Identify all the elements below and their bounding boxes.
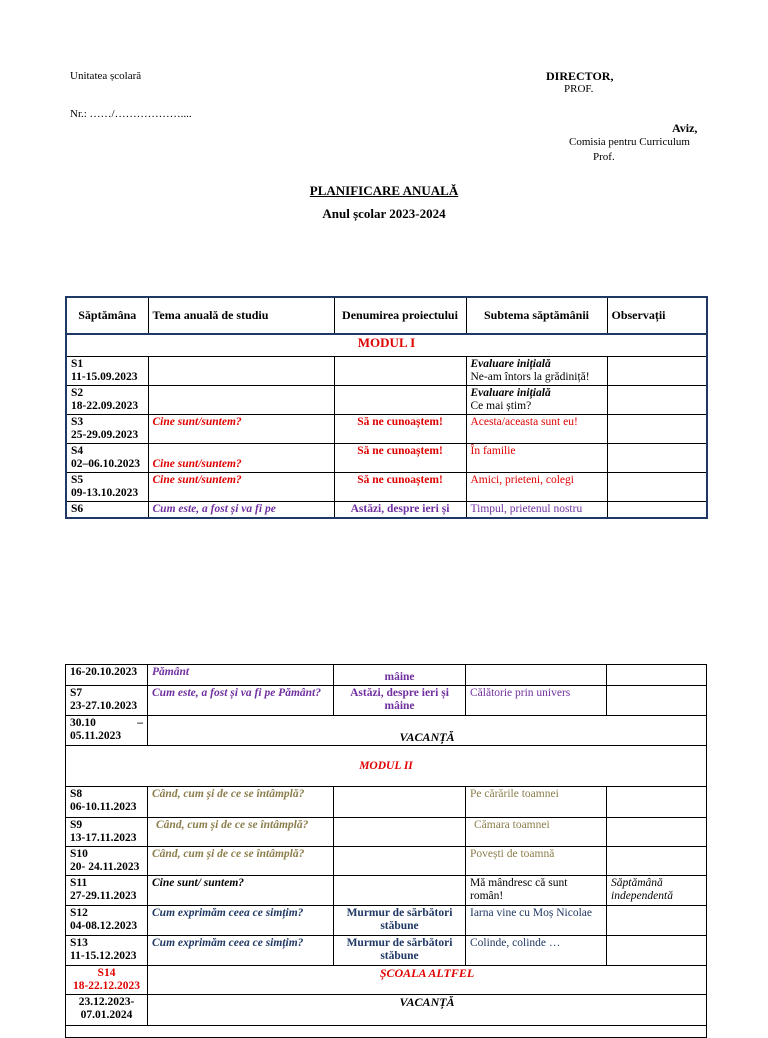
subtheme-cell: Povești de toamnă: [466, 847, 607, 876]
vacation-row: [66, 716, 707, 746]
table-row: [66, 356, 707, 385]
table-row: [66, 906, 707, 936]
week-dates: 06-10.11.2023: [70, 801, 137, 813]
subtheme-eval: Evaluare inițială: [470, 386, 551, 399]
commission-label: Comisia pentru Curriculum: [569, 136, 690, 148]
week-number: S14: [97, 967, 116, 979]
subtheme-cell: Călătorie prin univers: [466, 686, 607, 716]
week-number: S11: [70, 877, 88, 889]
week-number: S7: [70, 687, 83, 699]
module-2-label: MODUL II: [66, 746, 707, 787]
week-dates: 18-22.09.2023: [71, 399, 139, 412]
project-cell: Astăzi, despre ieri și mâine: [334, 686, 466, 716]
week-number: S9: [70, 819, 83, 831]
col-theme-header: Tema anuală de studiu: [148, 297, 334, 334]
vacation-start: 30.10: [70, 717, 96, 729]
week-dates: 20- 24.11.2023: [70, 861, 140, 873]
week-dates: 09-13.10.2023: [71, 486, 139, 499]
table-row: [66, 443, 707, 472]
subtheme-cell: Iarna vine cu Moș Nicolae: [466, 906, 607, 936]
week-number: S5: [71, 473, 84, 486]
theme-cell: Cum exprimăm ceea ce simțim?: [148, 906, 334, 936]
week-dates: 27-29.11.2023: [70, 890, 137, 902]
table-row: [66, 665, 707, 686]
week-number: S2: [71, 386, 84, 399]
aviz-label: Aviz,: [672, 121, 698, 135]
subtheme: Ne-am întors la grădiniță!: [470, 370, 590, 383]
table-row: [66, 936, 707, 966]
week-dates: 25-29.09.2023: [71, 428, 139, 441]
theme-cell: Cum este, a fost și va fi pe Pământ?: [148, 686, 334, 716]
school-altfel-label: ȘCOALA ALTFEL: [148, 966, 707, 995]
table-row: [66, 414, 707, 443]
vacation-start: 23.12.2023-: [78, 996, 135, 1008]
week-number: S13: [70, 937, 88, 949]
project-cell: Astăzi, despre ieri și: [334, 501, 466, 518]
vacation-label: VACANȚĂ: [148, 716, 707, 746]
table-row: [66, 818, 707, 847]
commission-prof: Prof.: [593, 151, 615, 163]
week-dates: 16-20.10.2023: [66, 665, 148, 686]
vacation-label: VACANȚĂ: [148, 995, 707, 1026]
project-cell: Să ne cunoaștem!: [334, 443, 466, 472]
theme-cell: Când, cum și de ce se întâmplă?: [148, 847, 334, 876]
subtheme-cell: În familie: [466, 443, 607, 472]
school-unit-label: Unitatea școlară: [70, 70, 142, 82]
table-row: [66, 1026, 707, 1038]
subtheme-cell: Colinde, colinde …: [466, 936, 607, 966]
week-dates: 13-17.11.2023: [70, 832, 137, 844]
col-project-header: Denumirea proiectului: [334, 297, 466, 334]
page-subtitle: Anul școlar 2023-2024: [322, 206, 446, 221]
week-dates: 23-27.10.2023: [70, 700, 138, 712]
theme-cell: Cum exprimăm ceea ce simțim?: [148, 936, 334, 966]
date-dash: –: [137, 717, 143, 729]
director-prof: PROF.: [564, 83, 594, 95]
table-row: [66, 876, 707, 906]
col-week-header: Săptămâna: [66, 297, 148, 334]
vacation-end: 07.01.2024: [80, 1009, 133, 1021]
week-number: S12: [70, 907, 88, 919]
week-number: S8: [70, 788, 83, 800]
subtheme-cell: Amici, prieteni, colegi: [466, 472, 607, 501]
table-row: [66, 472, 707, 501]
week-dates: 11-15.12.2023: [70, 950, 137, 962]
table-row: [66, 385, 707, 414]
module-1-label: MODUL I: [66, 334, 707, 356]
table-row: [66, 847, 707, 876]
vacation-end: 05.11.2023: [70, 730, 122, 742]
project-cell: Murmur de sărbători stăbune: [334, 936, 466, 966]
subtheme-cell: Pe cărările toamnei: [466, 787, 607, 818]
theme-cell: Cine sunt/ suntem?: [148, 876, 334, 906]
subtheme-cell: Cămara toamnei: [466, 818, 607, 847]
project-cell: mâine: [334, 665, 466, 686]
observation-cell: Săptămână independentă: [607, 876, 707, 906]
vacation-row: [66, 995, 707, 1026]
theme-cell: Cine sunt/suntem?: [148, 472, 334, 501]
table-header-row: [66, 297, 707, 334]
table-row: [66, 501, 707, 518]
subtheme-cell: Mă mândresc că sunt român!: [466, 876, 607, 906]
week-dates: 02–06.10.2023: [71, 457, 140, 470]
table-row: [66, 787, 707, 818]
planning-table-part2: [65, 664, 707, 1038]
registration-number: Nr.: ……/………………....: [70, 108, 192, 120]
week-number: S1: [71, 357, 84, 370]
col-subtheme-header: Subtema săptămânii: [466, 297, 607, 334]
week-dates: 18-22.12.2023: [72, 980, 141, 992]
theme-cell: Cine sunt/suntem?: [148, 443, 334, 472]
col-observations-header: Observații: [607, 297, 707, 334]
theme-cell: Când, cum și de ce se întâmplă?: [148, 787, 334, 818]
table-row: [66, 686, 707, 716]
module-row: [66, 334, 707, 356]
week-dates: 04-08.12.2023: [70, 920, 138, 932]
week-dates: 11-15.09.2023: [71, 370, 138, 383]
subtheme-cell: Timpul, prietenul nostru: [466, 501, 607, 518]
week-number: S10: [70, 848, 88, 860]
planning-table-part1: [65, 296, 708, 519]
theme-cell: Cum este, a fost și va fi pe: [148, 501, 334, 518]
project-cell: Să ne cunoaștem!: [334, 472, 466, 501]
theme-cell: Cine sunt/suntem?: [148, 414, 334, 443]
week-number: S3: [71, 415, 84, 428]
subtheme-eval: Evaluare inițială: [470, 357, 551, 370]
project-cell: Murmur de sărbători stăbune: [334, 906, 466, 936]
subtheme-cell: Acesta/aceasta sunt eu!: [466, 414, 607, 443]
module-row: [66, 746, 707, 787]
week-number: S4: [71, 444, 84, 457]
subtheme: Ce mai știm?: [470, 399, 532, 412]
director-label: DIRECTOR,: [546, 69, 614, 83]
project-cell: Să ne cunoaștem!: [334, 414, 466, 443]
theme-cell: Când, cum și de ce se întâmplă?: [148, 818, 334, 847]
school-altfel-row: [66, 966, 707, 995]
week-number: S6: [66, 501, 148, 518]
theme-cell: Pământ: [148, 665, 334, 686]
page-title: PLANIFICARE ANUALĂ: [309, 183, 459, 198]
